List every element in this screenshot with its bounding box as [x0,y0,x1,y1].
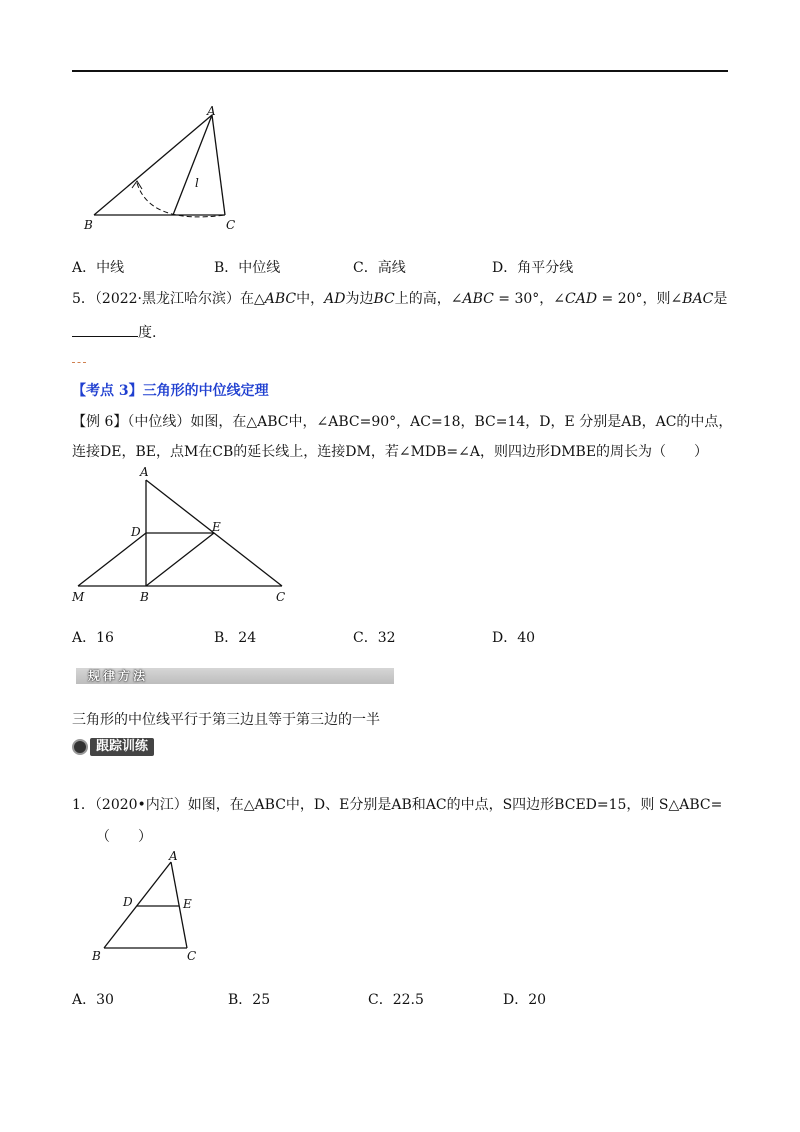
q5-t6: CAD [565,291,598,307]
q1-option-a[interactable]: A．30 [72,992,114,1008]
method-title: 规律方法 [88,669,149,683]
label-a: A [140,465,149,479]
edge-be [146,533,214,586]
q5-prefix: 5．（2022·黑龙江哈尔滨）在△ [72,291,265,307]
q4-option-d[interactable]: D．角平分线 [492,260,574,276]
section-heading: 【考点 3】三角形的中位线定理 [72,383,269,399]
small-dash [72,362,86,363]
fold-line [173,115,212,215]
q5-text [72,288,727,308]
figure-triangle-de [88,848,208,966]
header-rule [72,70,728,72]
label-b: B [84,218,93,232]
q4-option-b[interactable]: B．中位线 [214,260,281,276]
ex6-option-c[interactable]: C．32 [353,630,396,646]
q5-t5: = 30°，∠ [493,291,566,307]
label-a: A [169,849,178,863]
label-b: B [92,949,101,963]
q1-option-c[interactable]: C．22.5 [368,992,424,1008]
edge-md [78,533,146,586]
ex6-option-b[interactable]: B．24 [214,630,257,646]
q1-line2: （ ） [96,829,152,845]
figure-midline [70,462,295,607]
q4-option-c[interactable]: C．高线 [353,260,406,276]
edge-ac [212,115,225,215]
q5-line2 [72,322,156,342]
q5-abc: ABC [264,291,297,307]
q5-unit: 度. [138,325,157,341]
q5-t9: 是 [713,291,728,307]
q5-ad: AD [324,291,346,307]
q1-option-b[interactable]: B．25 [228,992,271,1008]
q1-line1: 1．（2020•内江）如图，在△ABC中，D、E分别是AB和AC的中点，S四边形BCED=15，则 S△ABC= [72,797,723,813]
label-a: A [207,105,216,118]
ex6-line1: 【例 6】（中位线）如图，在△ABC中，∠ABC=90°，AC=18，BC=14，D，E 分别是AB，AC的中点， [72,414,733,430]
label-c: C [226,218,236,232]
q5-t2: 为边 [345,291,374,307]
ex6-line2: 连接DE，BE，点M在CB的延长线上，连接DM，若∠MDB=∠A，则四边形DMBE的周长为（ ） [72,444,709,460]
label-e: E [212,520,221,534]
label-e: E [183,897,192,911]
q5-t8: BAC [682,291,714,307]
label-l: l [195,176,199,190]
q5-t7: = 20°，则∠ [597,291,683,307]
q1-option-d[interactable]: D．20 [503,992,547,1008]
track-title: 跟踪训练 [90,738,154,756]
label-d: D [123,895,133,909]
q5-t4: ABC [462,291,494,307]
q4-option-a[interactable]: A．中线 [72,260,125,276]
edge-ba [104,862,171,948]
label-m: M [72,590,85,604]
ex6-option-a[interactable]: A．16 [72,630,114,646]
method-banner [76,668,394,684]
q5-bc: BC [373,291,395,307]
label-d: D [131,525,141,539]
edge-ba [94,115,212,215]
method-text: 三角形的中位线平行于第三边且等于第三边的一半 [72,712,380,728]
q5-t1: 中， [296,291,325,307]
label-b: B [140,590,149,604]
q5-t3: 上的高，∠ [394,291,463,307]
label-c: C [276,590,286,604]
answer-blank[interactable] [72,336,138,337]
ex6-option-d[interactable]: D．40 [492,630,536,646]
figure-triangle-fold [80,105,260,235]
label-c: C [187,949,197,963]
target-icon [72,739,88,755]
fold-arc [137,183,225,217]
